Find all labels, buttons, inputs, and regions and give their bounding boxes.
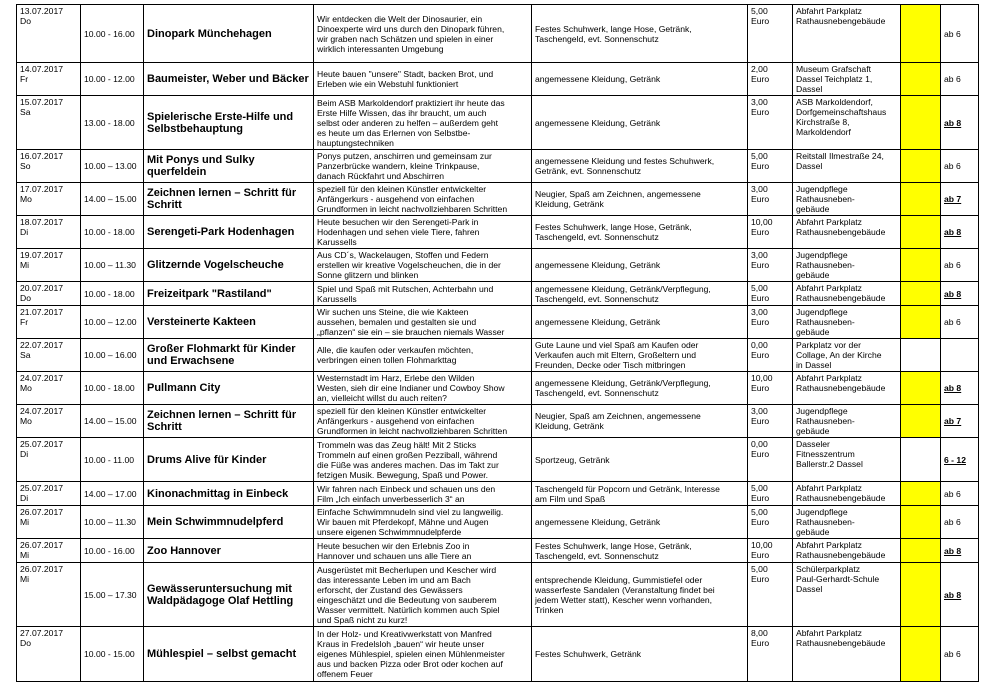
event-meeting-point: Jugendpflege Rathausneben- gebäude bbox=[793, 405, 901, 438]
event-description: Heute besuchen wir den Erlebnis Zoo in Hannover und schauen uns alle Tiere an bbox=[314, 539, 532, 563]
event-age: ab 8 bbox=[941, 282, 979, 306]
event-age: ab 6 bbox=[941, 63, 979, 96]
event-meeting-point: Dasseler Fitnesszentrum Ballerstr.2 Dassel bbox=[793, 438, 901, 482]
event-title: Freizeitpark "Rastiland" bbox=[144, 282, 314, 306]
event-age: ab 6 bbox=[941, 249, 979, 282]
event-price: 5,00 Euro bbox=[748, 282, 793, 306]
highlight-cell bbox=[901, 372, 941, 405]
event-requirements: Festes Schuhwerk, Getränk bbox=[532, 627, 748, 682]
event-date: 22.07.2017 Sa bbox=[17, 339, 81, 372]
event-meeting-point: Abfahrt Parkplatz Rathausnebengebäude bbox=[793, 216, 901, 249]
event-description: speziell für den kleinen Künstler entwickelter Anfängerkurs - ausgehend von einfachen Grundformen in leicht nachvollziehbaren Schritten bbox=[314, 405, 532, 438]
event-meeting-point: Parkplatz vor der Collage, An der Kirche in Dassel bbox=[793, 339, 901, 372]
event-price: 3,00 Euro bbox=[748, 249, 793, 282]
table-row bbox=[17, 183, 979, 216]
event-price: 5,00 Euro bbox=[748, 150, 793, 183]
event-meeting-point: Schülerparkplatz Paul-Gerhardt-Schule Dassel bbox=[793, 563, 901, 627]
table-row bbox=[17, 282, 979, 306]
event-requirements: angemessene Kleidung, Getränk/Verpflegung, Taschengeld, evt. Sonnenschutz bbox=[532, 282, 748, 306]
event-price: 0,00 Euro bbox=[748, 438, 793, 482]
event-description: Wir entdecken die Welt der Dinosaurier, ein Dinoexperte wird uns durch den Dinopark führen, wir graben nach Schätzen und spielen in einer wirklich interessanten Umgebung bbox=[314, 5, 532, 63]
event-requirements: entsprechende Kleidung, Gummistiefel oder wasserfeste Sandalen (Veranstaltung findet bei jedem Wetter statt), Kescher wenn vorhanden, Trinken bbox=[532, 563, 748, 627]
event-meeting-point: Museum Grafschaft Dassel Teichplatz 1, Dassel bbox=[793, 63, 901, 96]
highlight-cell bbox=[901, 482, 941, 506]
event-age: ab 6 bbox=[941, 5, 979, 63]
table-row bbox=[17, 482, 979, 506]
event-age: ab 6 bbox=[941, 150, 979, 183]
event-age: ab 8 bbox=[941, 372, 979, 405]
event-time: 10.00 - 12.00 bbox=[81, 63, 144, 96]
event-title: Großer Flohmarkt für Kinder und Erwachsene bbox=[144, 339, 314, 372]
event-date: 17.07.2017 Mo bbox=[17, 183, 81, 216]
event-requirements: Neugier, Spaß am Zeichnen, angemessene Kleidung, Getränk bbox=[532, 183, 748, 216]
event-description: Heute bauen "unsere" Stadt, backen Brot, und Erleben wie ein Webstuhl funktioniert bbox=[314, 63, 532, 96]
event-meeting-point: Abfahrt Parkplatz Rathausnebengebäude bbox=[793, 372, 901, 405]
event-age: ab 8 bbox=[941, 563, 979, 627]
event-title: Baumeister, Weber und Bäcker bbox=[144, 63, 314, 96]
event-age: ab 8 bbox=[941, 539, 979, 563]
schedule-sheet bbox=[16, 4, 978, 682]
highlight-cell bbox=[901, 506, 941, 539]
event-price: 0,00 Euro bbox=[748, 339, 793, 372]
event-title: Dinopark Münchehagen bbox=[144, 5, 314, 63]
event-date: 25.07.2017 Di bbox=[17, 482, 81, 506]
event-requirements: angemessene Kleidung, Getränk bbox=[532, 306, 748, 339]
event-time: 10.00 - 18.00 bbox=[81, 372, 144, 405]
event-age: ab 8 bbox=[941, 96, 979, 150]
highlight-cell bbox=[901, 249, 941, 282]
event-description: Heute besuchen wir den Serengeti-Park in Hodenhagen und sehen viele Tiere, fahren Karussells bbox=[314, 216, 532, 249]
table-row bbox=[17, 63, 979, 96]
table-row bbox=[17, 372, 979, 405]
event-description: Trommeln was das Zeug hält! Mit 2 Sticks Trommeln auf einen großen Pezziball, während die Füße was anderes machen. Das im Takt zur fetzigen Musik. Bewegung, Spaß und Power. bbox=[314, 438, 532, 482]
event-age: ab 7 bbox=[941, 405, 979, 438]
event-title: Mühlespiel – selbst gemacht bbox=[144, 627, 314, 682]
event-date: 26.07.2017 Mi bbox=[17, 539, 81, 563]
event-price: 5,00 Euro bbox=[748, 563, 793, 627]
event-time: 10.00 - 11.00 bbox=[81, 438, 144, 482]
event-description: Wir fahren nach Einbeck und schauen uns den Film „Ich einfach unverbesserlich 3“ an bbox=[314, 482, 532, 506]
highlight-cell bbox=[901, 405, 941, 438]
highlight-cell bbox=[901, 438, 941, 482]
event-title: Drums Alive für Kinder bbox=[144, 438, 314, 482]
highlight-cell bbox=[901, 627, 941, 682]
event-date: 18.07.2017 Di bbox=[17, 216, 81, 249]
event-meeting-point: Jugendpflege Rathausneben- gebäude bbox=[793, 249, 901, 282]
highlight-cell bbox=[901, 339, 941, 372]
table-row bbox=[17, 339, 979, 372]
event-date: 20.07.2017 Do bbox=[17, 282, 81, 306]
event-price: 3,00 Euro bbox=[748, 306, 793, 339]
highlight-cell bbox=[901, 63, 941, 96]
event-description: Aus CD´s, Wackelaugen, Stoffen und Federn erstellen wir kreative Vogelscheuchen, die in der Sonne glitzern und blinken bbox=[314, 249, 532, 282]
table-row bbox=[17, 306, 979, 339]
schedule-table bbox=[16, 4, 979, 682]
event-requirements: angemessene Kleidung und festes Schuhwerk, Getränk, evt. Sonnenschutz bbox=[532, 150, 748, 183]
event-date: 24.07.2017 Mo bbox=[17, 405, 81, 438]
event-date: 27.07.2017 Do bbox=[17, 627, 81, 682]
table-row bbox=[17, 405, 979, 438]
event-time: 10.00 – 16.00 bbox=[81, 339, 144, 372]
event-description: Westernstadt im Harz, Erlebe den Wilden Westen, sieh dir eine Indianer und Cowboy Show an, vielleicht willst du auch reiten? bbox=[314, 372, 532, 405]
highlight-cell bbox=[901, 306, 941, 339]
table-row bbox=[17, 539, 979, 563]
event-date: 13.07.2017 Do bbox=[17, 5, 81, 63]
event-age: 6 - 12 bbox=[941, 438, 979, 482]
event-description: Alle, die kaufen oder verkaufen möchten, verbringen einen tollen Flohmarkttag bbox=[314, 339, 532, 372]
event-meeting-point: Abfahrt Parkplatz Rathausnebengebäude bbox=[793, 539, 901, 563]
event-requirements: angemessene Kleidung, Getränk bbox=[532, 506, 748, 539]
event-meeting-point: Abfahrt Parkplatz Rathausnebengebäude bbox=[793, 5, 901, 63]
highlight-cell bbox=[901, 96, 941, 150]
event-price: 10,00 Euro bbox=[748, 216, 793, 249]
event-date: 15.07.2017 Sa bbox=[17, 96, 81, 150]
event-time: 10.00 – 12.00 bbox=[81, 306, 144, 339]
event-age: ab 6 bbox=[941, 627, 979, 682]
event-price: 5,00 Euro bbox=[748, 482, 793, 506]
event-title: Spielerische Erste-Hilfe und Selbstbehauptung bbox=[144, 96, 314, 150]
event-requirements: angemessene Kleidung, Getränk bbox=[532, 249, 748, 282]
event-requirements: Festes Schuhwerk, lange Hose, Getränk, Taschengeld, evt. Sonnenschutz bbox=[532, 5, 748, 63]
event-date: 24.07.2017 Mo bbox=[17, 372, 81, 405]
event-time: 15.00 – 17.30 bbox=[81, 563, 144, 627]
event-time: 14.00 – 15.00 bbox=[81, 405, 144, 438]
highlight-cell bbox=[901, 539, 941, 563]
event-price: 2,00 Euro bbox=[748, 63, 793, 96]
event-requirements: Festes Schuhwerk, lange Hose, Getränk, Taschengeld, evt. Sonnenschutz bbox=[532, 539, 748, 563]
event-meeting-point: Abfahrt Parkplatz Rathausnebengebäude bbox=[793, 627, 901, 682]
event-description: Wir suchen uns Steine, die wie Kakteen aussehen, bemalen und gestalten sie und „pflanzen“ sie ein – sie brauchen niemals Wasser bbox=[314, 306, 532, 339]
event-description: speziell für den kleinen Künstler entwickelter Anfängerkurs - ausgehend von einfachen Grundformen in leicht nachvollziehbaren Schritten bbox=[314, 183, 532, 216]
table-row bbox=[17, 438, 979, 482]
event-price: 3,00 Euro bbox=[748, 96, 793, 150]
event-title: Zoo Hannover bbox=[144, 539, 314, 563]
event-date: 26.07.2017 Mi bbox=[17, 563, 81, 627]
event-title: Mit Ponys und Sulky querfeldein bbox=[144, 150, 314, 183]
event-date: 16.07.2017 So bbox=[17, 150, 81, 183]
highlight-cell bbox=[901, 183, 941, 216]
highlight-cell bbox=[901, 563, 941, 627]
event-price: 10,00 Euro bbox=[748, 372, 793, 405]
table-row bbox=[17, 150, 979, 183]
highlight-cell bbox=[901, 282, 941, 306]
schedule-rows bbox=[17, 5, 979, 682]
event-meeting-point: Abfahrt Parkplatz Rathausnebengebäude bbox=[793, 282, 901, 306]
event-time: 10.00 – 11.30 bbox=[81, 249, 144, 282]
event-price: 10,00 Euro bbox=[748, 539, 793, 563]
event-requirements: Gute Laune und viel Spaß am Kaufen oder Verkaufen auch mit Eltern, Großeltern und Freunden, Decke oder Tisch mitbringen bbox=[532, 339, 748, 372]
event-age: ab 6 bbox=[941, 482, 979, 506]
event-price: 5,00 Euro bbox=[748, 5, 793, 63]
event-requirements: angemessene Kleidung, Getränk/Verpflegung, Taschengeld, evt. Sonnenschutz bbox=[532, 372, 748, 405]
event-time: 10.00 - 16.00 bbox=[81, 5, 144, 63]
event-requirements: Neugier, Spaß am Zeichnen, angemessene Kleidung, Getränk bbox=[532, 405, 748, 438]
event-time: 10.00 - 18.00 bbox=[81, 216, 144, 249]
table-row bbox=[17, 249, 979, 282]
event-title: Versteinerte Kakteen bbox=[144, 306, 314, 339]
event-meeting-point: Reitstall Ilmestraße 24, Dassel bbox=[793, 150, 901, 183]
table-row bbox=[17, 506, 979, 539]
event-date: 21.07.2017 Fr bbox=[17, 306, 81, 339]
event-date: 25.07.2017 Di bbox=[17, 438, 81, 482]
highlight-cell bbox=[901, 150, 941, 183]
event-title: Zeichnen lernen – Schritt für Schritt bbox=[144, 405, 314, 438]
event-meeting-point: Jugendpflege Rathausneben- gebäude bbox=[793, 306, 901, 339]
event-description: Ausgerüstet mit Becherlupen und Kescher wird das interessante Leben im und am Bach erforscht, der Zustand des Gewässers eingeschätzt und die Bedeutung von sauberem Wasser vermittelt. Natürlich kommen auch Spiel und Spaß nicht zu kurz! bbox=[314, 563, 532, 627]
event-requirements: angemessene Kleidung, Getränk bbox=[532, 96, 748, 150]
event-requirements: Festes Schuhwerk, lange Hose, Getränk, Taschengeld, evt. Sonnenschutz bbox=[532, 216, 748, 249]
event-price: 3,00 Euro bbox=[748, 405, 793, 438]
table-row bbox=[17, 563, 979, 627]
event-price: 5,00 Euro bbox=[748, 506, 793, 539]
event-meeting-point: Jugendpflege Rathausneben- gebäude bbox=[793, 183, 901, 216]
table-row bbox=[17, 5, 979, 63]
event-description: Ponys putzen, anschirren und gemeinsam zur Panzerbrücke wandern, kleine Trinkpause, danach Rückfahrt und Abschirren bbox=[314, 150, 532, 183]
event-time: 13.00 - 18.00 bbox=[81, 96, 144, 150]
table-row bbox=[17, 627, 979, 682]
event-meeting-point: Abfahrt Parkplatz Rathausnebengebäude bbox=[793, 482, 901, 506]
event-title: Glitzernde Vogelscheuche bbox=[144, 249, 314, 282]
event-description: Einfache Schwimmnudeln sind viel zu langweilig. Wir bauen mit Pferdekopf, Mähne und Augen unsere eigenen Schwimmnudelpferde bbox=[314, 506, 532, 539]
event-age bbox=[941, 339, 979, 372]
event-time: 10.00 - 15.00 bbox=[81, 627, 144, 682]
event-date: 14.07.2017 Fr bbox=[17, 63, 81, 96]
event-description: In der Holz- und Kreativwerkstatt von Manfred Kraus in Fredelsloh „bauen“ wir heute unser eigenes Mühlespiel, spielen einen Mühlenmeister aus und backen Pizza oder Brot oder kochen auf offenem Feuer bbox=[314, 627, 532, 682]
event-time: 10.00 - 18.00 bbox=[81, 282, 144, 306]
event-time: 10.00 - 16.00 bbox=[81, 539, 144, 563]
event-date: 19.07.2017 Mi bbox=[17, 249, 81, 282]
event-age: ab 6 bbox=[941, 306, 979, 339]
event-meeting-point: Jugendpflege Rathausneben- gebäude bbox=[793, 506, 901, 539]
event-description: Spiel und Spaß mit Rutschen, Achterbahn und Karussells bbox=[314, 282, 532, 306]
event-title: Serengeti-Park Hodenhagen bbox=[144, 216, 314, 249]
event-time: 10.00 – 11.30 bbox=[81, 506, 144, 539]
event-age: ab 6 bbox=[941, 506, 979, 539]
event-date: 26.07.2017 Mi bbox=[17, 506, 81, 539]
highlight-cell bbox=[901, 5, 941, 63]
event-age: ab 7 bbox=[941, 183, 979, 216]
event-title: Gewässeruntersuchung mit Waldpädagoge Olaf Hettling bbox=[144, 563, 314, 627]
table-row bbox=[17, 96, 979, 150]
event-requirements: angemessene Kleidung, Getränk bbox=[532, 63, 748, 96]
event-meeting-point: ASB Markoldendorf, Dorfgemeinschaftshaus Kirchstraße 8, Markoldendorf bbox=[793, 96, 901, 150]
table-row bbox=[17, 216, 979, 249]
event-title: Mein Schwimmnudelpferd bbox=[144, 506, 314, 539]
event-time: 10.00 – 13.00 bbox=[81, 150, 144, 183]
event-age: ab 8 bbox=[941, 216, 979, 249]
event-price: 3,00 Euro bbox=[748, 183, 793, 216]
event-title: Kinonachmittag in Einbeck bbox=[144, 482, 314, 506]
event-requirements: Taschengeld für Popcorn und Getränk, Interesse am Film und Spaß bbox=[532, 482, 748, 506]
event-requirements: Sportzeug, Getränk bbox=[532, 438, 748, 482]
event-title: Zeichnen lernen – Schritt für Schritt bbox=[144, 183, 314, 216]
event-time: 14.00 – 17.00 bbox=[81, 482, 144, 506]
highlight-cell bbox=[901, 216, 941, 249]
event-time: 14.00 – 15.00 bbox=[81, 183, 144, 216]
event-price: 8,00 Euro bbox=[748, 627, 793, 682]
event-description: Beim ASB Markoldendorf praktiziert ihr heute das Erste Hilfe Wissen, das ihr braucht, um auch selbst oder anderen zu helfen – außerdem geht es heute um das Erlernen von Selbstbe- hauptungstechniken bbox=[314, 96, 532, 150]
event-title: Pullmann City bbox=[144, 372, 314, 405]
